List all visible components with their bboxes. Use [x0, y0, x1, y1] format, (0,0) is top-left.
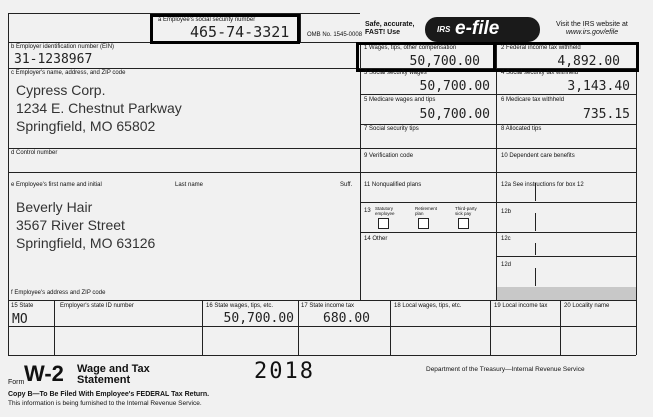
- rule: [535, 243, 536, 255]
- rule: [496, 42, 497, 300]
- control-number-label: d Control number: [11, 150, 58, 156]
- rule: [535, 213, 536, 231]
- rule: [54, 300, 55, 355]
- box6-value: 735.15: [583, 107, 630, 122]
- box5-value: 50,700.00: [419, 107, 490, 122]
- efile-irs: IRS: [437, 25, 451, 34]
- shaded-area: [497, 287, 636, 300]
- rule: [496, 256, 636, 257]
- state-value: MO: [12, 312, 28, 327]
- third-party-sick-pay-checkbox[interactable]: [458, 218, 469, 229]
- suffix-label: Suff.: [340, 182, 353, 188]
- rule: [360, 124, 636, 125]
- box19-label: 19 Local income tax: [494, 303, 548, 309]
- form-word: Form: [8, 379, 25, 386]
- box13-label: 13: [364, 208, 371, 214]
- ssn-label: a Employee's social security number: [158, 17, 256, 23]
- retirement-plan-checkbox[interactable]: [418, 218, 429, 229]
- box20-label: 20 Locality name: [564, 303, 610, 309]
- rule: [360, 42, 361, 300]
- box9-label: 9 Verification code: [364, 153, 414, 159]
- retirement-plan-label: Retirement plan: [415, 206, 438, 216]
- rule: [360, 94, 636, 95]
- employee-name: Beverly Hair: [16, 199, 93, 215]
- employer-name: Cypress Corp.: [16, 82, 106, 98]
- box10-label: 10 Dependent care benefits: [501, 153, 575, 159]
- visit-url: www.irs.gov/efile: [566, 29, 619, 36]
- box12c-label: 12c: [501, 236, 511, 242]
- rule: [636, 42, 637, 355]
- third-party-sick-pay-label: Third-party sick pay: [455, 206, 477, 216]
- box3-label: 3 Social security wages: [364, 70, 427, 76]
- rule: [300, 13, 301, 42]
- box17-value: 680.00: [323, 311, 370, 326]
- ssn-value: 465-74-3321: [190, 23, 290, 41]
- box16-value: 50,700.00: [223, 311, 294, 326]
- employee-name-label: e Employee's first name and initial: [11, 182, 102, 188]
- box1-value: 50,700.00: [409, 54, 480, 69]
- rule: [8, 172, 636, 173]
- employee-city: Springfield, MO 63126: [16, 235, 156, 251]
- omb-number: OMB No. 1545-0008: [307, 32, 363, 38]
- employer-street: 1234 E. Chestnut Parkway: [16, 100, 182, 116]
- box5-label: 5 Medicare wages and tips: [364, 97, 436, 103]
- box12b-label: 12b: [501, 209, 512, 215]
- box15-state-label: 15 State: [11, 303, 34, 309]
- statement-title-2: Statement: [77, 374, 131, 386]
- box14-label: 14 Other: [364, 236, 388, 242]
- employer-name-label: c Employer's name, address, and ZIP code: [11, 70, 126, 76]
- box12a-label: 12a See instructions for box 12: [501, 182, 584, 188]
- visit-text: Visit the IRS website at: [556, 21, 628, 28]
- rule: [496, 232, 636, 233]
- ein-label: b Employer identification number (EIN): [11, 44, 115, 50]
- box11-label: 11 Nonqualified plans: [364, 182, 422, 188]
- ein-value: 31-1238967: [14, 52, 93, 67]
- box17-label: 17 State income tax: [301, 303, 355, 309]
- employee-address-label: f Employee's address and ZIP code: [11, 290, 106, 296]
- tax-year: 2018: [254, 359, 315, 384]
- department: Department of the Treasury—Internal Revenue Service: [426, 366, 585, 373]
- rule: [490, 300, 491, 355]
- fast-text: FAST! Use: [365, 29, 401, 36]
- box2-label: 2 Federal income tax withheld: [501, 45, 581, 51]
- safe-text: Safe, accurate,: [365, 21, 415, 28]
- box18-label: 18 Local wages, tips, etc.: [394, 303, 462, 309]
- rule: [8, 148, 636, 149]
- employer-city: Springfield, MO 65802: [16, 118, 156, 134]
- last-name-label: Last name: [175, 182, 204, 188]
- rule: [360, 202, 636, 203]
- efile-text: e-file: [455, 18, 500, 39]
- rule: [8, 326, 636, 327]
- box15-id-label: Employer's state ID number: [60, 303, 134, 309]
- irs-info-text: This information is being furnished to the Internal Revenue Service.: [8, 400, 202, 407]
- employee-street: 3567 River Street: [16, 217, 125, 233]
- box6-label: 6 Medicare tax withheld: [501, 97, 565, 103]
- rule: [298, 300, 299, 355]
- statutory-employee-label: Statutory employee: [375, 206, 395, 216]
- box1-label: 1 Wages, tips, other compensation: [364, 45, 457, 51]
- box4-label: 4 Social security tax withheld: [501, 70, 579, 76]
- box12d-label: 12d: [501, 262, 512, 268]
- statutory-employee-checkbox[interactable]: [378, 218, 389, 229]
- w2-title: W-2: [24, 361, 64, 386]
- rule: [202, 300, 203, 355]
- rule: [8, 13, 9, 355]
- rule: [8, 300, 636, 301]
- rule: [8, 355, 636, 356]
- box7-label: 7 Social security tips: [364, 126, 419, 132]
- box4-value: 3,143.40: [567, 79, 630, 94]
- rule: [390, 300, 391, 355]
- box3-value: 50,700.00: [419, 79, 490, 94]
- statement-title-1: Wage and Tax: [77, 363, 150, 375]
- rule: [535, 268, 536, 286]
- rule: [560, 300, 561, 355]
- box2-value: 4,892.00: [557, 54, 620, 69]
- efile-logo: [425, 17, 540, 42]
- box16-label: 16 State wages, tips, etc.: [206, 303, 274, 309]
- copy-b-text: Copy B—To Be Filed With Employee's FEDERAL Tax Return.: [8, 391, 210, 398]
- box8-label: 8 Allocated tips: [501, 126, 542, 132]
- rule: [360, 232, 496, 233]
